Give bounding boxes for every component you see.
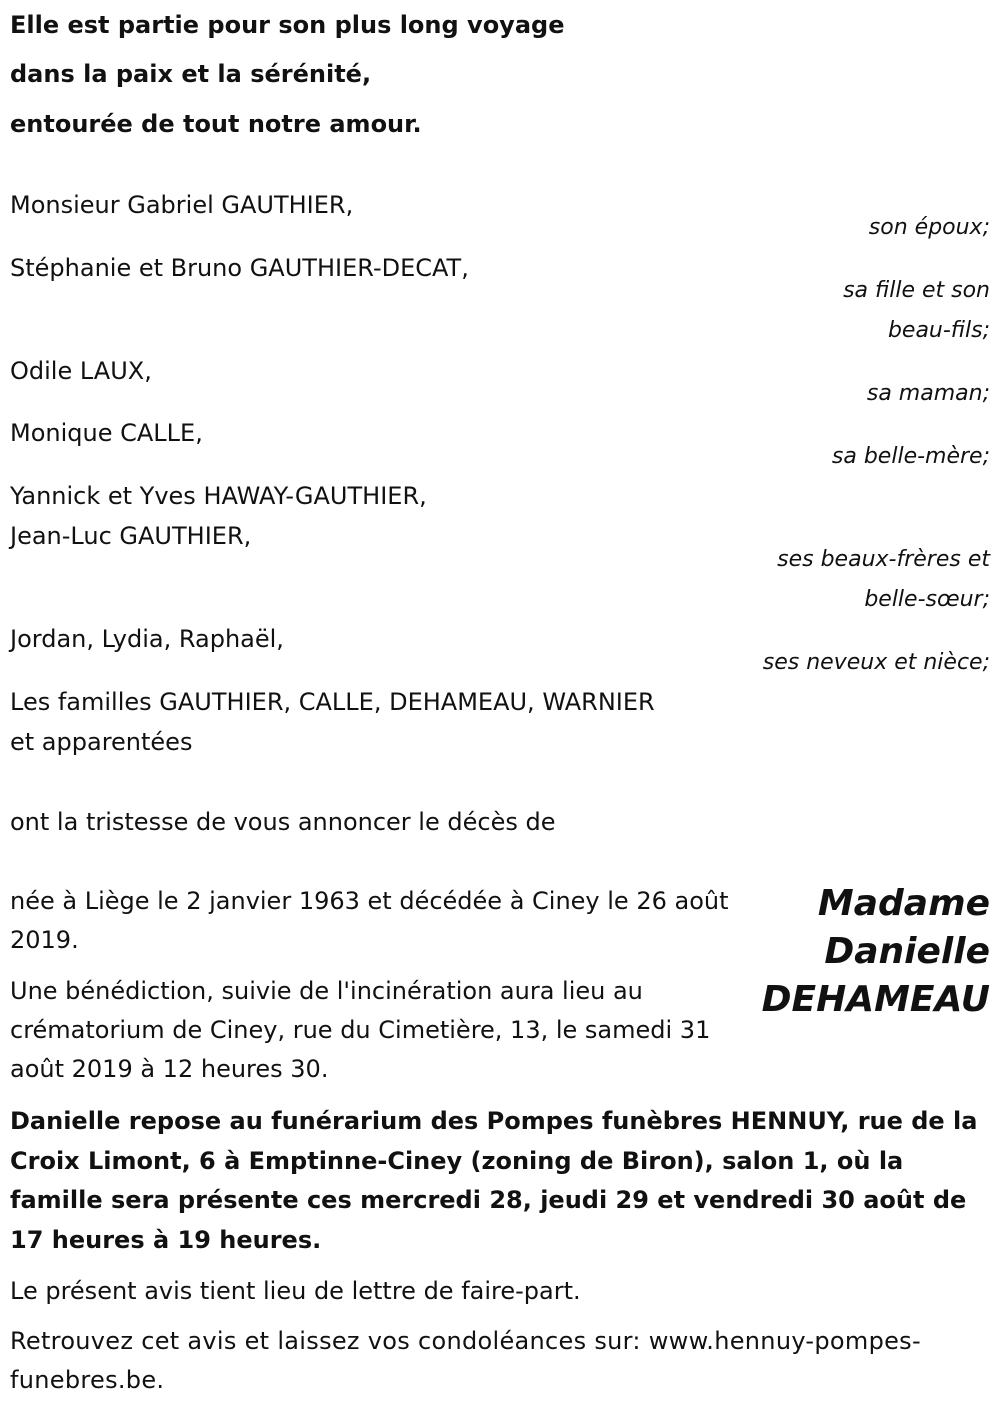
visitation-text: Danielle repose au funérarium des Pompes funèbres HENNUY, rue de la Croix Limont, 6 à Emptinne-Ciney (zoning de Biron), salon 1, où la famille sera présente ces mercredi 28, jeudi 29 et vendredi 30 août de 17 heures à 19 heures. — [10, 1107, 978, 1254]
deceased-first-name: Danielle — [824, 931, 990, 972]
family-relation-3: sa maman; — [866, 381, 990, 406]
intro-line-1: Elle est partie pour son plus long voyage — [10, 11, 565, 39]
deceased-title: Madame — [817, 883, 990, 924]
family-relation-1: son époux; — [868, 215, 990, 240]
ceremony-text: Une bénédiction, suivie de l'incinération aura lieu au crématorium de Ciney, rue du Cimetière, 13, le samedi 31 août 2019 à 12 heures 30. — [10, 977, 711, 1083]
family-relation-5a: ses beaux-frères et — [777, 547, 990, 572]
family-relation-2b: beau-fils; — [887, 318, 990, 343]
family-relation-4: sa belle-mère; — [831, 444, 990, 469]
family-names-4: Monique CALLE, — [10, 419, 203, 447]
deceased-name — [762, 880, 990, 1024]
family-names-7b: et apparentées — [10, 728, 193, 756]
notice-text: Le présent avis tient lieu de lettre de faire-part. — [10, 1277, 581, 1305]
family-names-6: Jordan, Lydia, Raphaël, — [10, 625, 284, 653]
birth-death-text: née à Liège le 2 janvier 1963 et décédée à Ciney le 26 août 2019. — [10, 887, 729, 954]
family-names-3: Odile LAUX, — [10, 357, 152, 385]
announcement-text: ont la tristesse de vous annoncer le décès de — [10, 808, 556, 836]
family-names-5a: Yannick et Yves HAWAY-GAUTHIER, — [10, 482, 427, 510]
family-relation-6: ses neveux et nièce; — [762, 650, 990, 675]
family-relation-5b: belle-sœur; — [864, 587, 990, 612]
family-names-2: Stéphanie et Bruno GAUTHIER-DECAT, — [10, 254, 469, 282]
intro-line-3: entourée de tout notre amour. — [10, 110, 422, 138]
intro-line-2: dans la paix et la sérénité, — [10, 60, 372, 88]
deceased-last-name: DEHAMEAU — [761, 979, 990, 1020]
family-names-5b: Jean-Luc GAUTHIER, — [10, 522, 252, 550]
family-names-7a: Les familles GAUTHIER, CALLE, DEHAMEAU, WARNIER — [10, 688, 655, 716]
family-relation-2a: sa fille et son — [843, 278, 990, 303]
online-condolences-text: Retrouvez cet avis et laissez vos condoléances sur: www.hennuy-pompes-funebres.be. — [10, 1327, 921, 1394]
family-names-1: Monsieur Gabriel GAUTHIER, — [10, 191, 354, 219]
